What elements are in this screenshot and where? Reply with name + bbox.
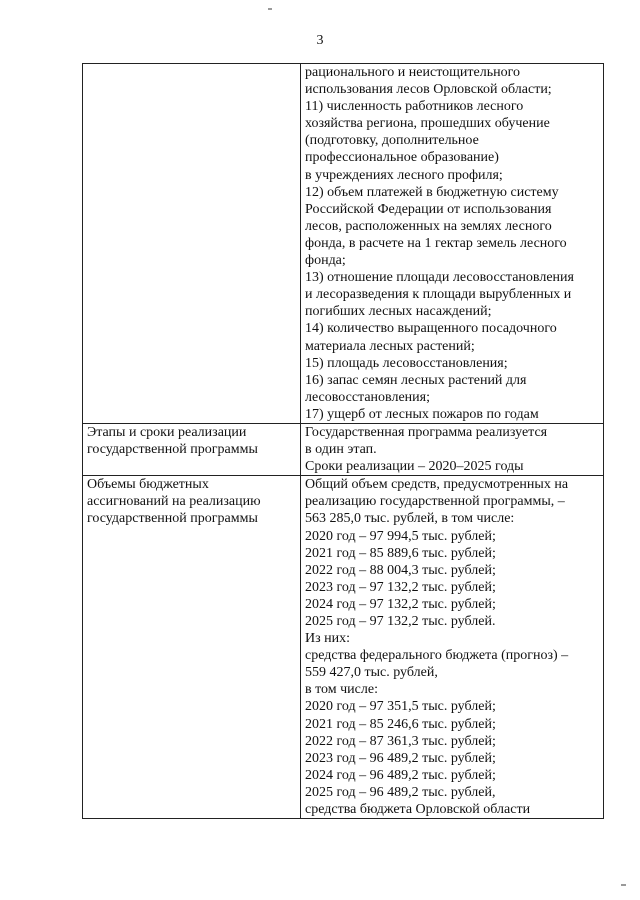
text-line: Российской Федерации от использования — [305, 201, 552, 217]
text-line: 2023 год – 96 489,2 тыс. рублей; — [305, 750, 496, 766]
row-label-cell — [83, 64, 301, 424]
row-label-lines — [87, 424, 297, 458]
text-line: 15) площадь лесовосстановления; — [305, 355, 508, 371]
row-label-cell — [83, 423, 301, 475]
text-line: реализацию государственной программы, – — [305, 494, 565, 510]
text-line: в том числе: — [305, 682, 378, 698]
text-line: ассигнований на реализацию — [87, 494, 261, 510]
text-line: и лесоразведения к площади вырубленных и — [305, 287, 572, 303]
text-line: Объемы бюджетных — [87, 477, 209, 493]
text-line: Сроки реализации – 2020–2025 годы — [305, 459, 524, 475]
text-line: хозяйства региона, прошедших обучение — [305, 116, 550, 132]
text-line: средства федерального бюджета (прогноз) – — [305, 648, 569, 664]
text-line: профессиональное образование) — [305, 150, 499, 166]
row-content-lines — [305, 476, 600, 818]
text-line: фонда, в расчете на 1 гектар земель лесного — [305, 235, 567, 251]
text-line: в один этап. — [305, 442, 377, 458]
text-line: 16) запас семян лесных растений для — [305, 372, 527, 388]
row-content-cell — [301, 423, 604, 475]
text-line: 2021 год – 85 246,6 тыс. рублей; — [305, 716, 496, 732]
text-line: средства бюджета Орловской области — [305, 802, 531, 818]
text-line: Этапы и сроки реализации — [87, 424, 247, 440]
text-line: погибших лесных насаждений; — [305, 304, 492, 320]
text-line: 2025 год – 96 489,2 тыс. рублей, — [305, 784, 496, 800]
text-line: фонда; — [305, 253, 346, 269]
scan-mark-bottom — [621, 884, 626, 886]
text-line: 13) отношение площади лесовосстановления — [305, 270, 574, 286]
text-line: 12) объем платежей в бюджетную систему — [305, 184, 559, 200]
row-content-cell — [301, 476, 604, 819]
scan-mark-top — [268, 8, 272, 10]
text-line: рационального и неистощительного — [305, 65, 520, 80]
text-line: 2025 год – 97 132,2 тыс. рублей. — [305, 614, 496, 629]
text-line: Государственная программа реализуется — [305, 424, 548, 440]
text-line: 17) ущерб от лесных пожаров по годам — [305, 406, 539, 422]
text-line: государственной программы — [87, 511, 258, 527]
text-line: 2020 год – 97 994,5 тыс. рублей; — [305, 528, 496, 544]
text-line: 14) количество выращенного посадочного — [305, 321, 557, 337]
text-line: (подготовку, дополнительное — [305, 133, 479, 149]
text-line: 563 285,0 тыс. рублей, в том числе: — [305, 511, 515, 527]
program-passport-table — [82, 63, 604, 819]
text-line: материала лесных растений; — [305, 338, 475, 354]
row-content-cell — [301, 64, 604, 424]
text-line: в учреждениях лесного профиля; — [305, 167, 503, 183]
page-number: 3 — [316, 33, 324, 48]
text-line: 11) численность работников лесного — [305, 99, 524, 115]
table-row-target-indicators — [83, 64, 604, 424]
text-line: 2020 год – 97 351,5 тыс. рублей; — [305, 699, 496, 715]
text-line: лесовосстановления; — [305, 389, 430, 405]
text-line: 2021 год – 85 889,6 тыс. рублей; — [305, 545, 496, 561]
table-row-budget-allocations — [83, 476, 604, 819]
text-line: государственной программы — [87, 442, 258, 458]
text-line: 2022 год – 87 361,3 тыс. рублей; — [305, 733, 496, 749]
row-label-lines — [87, 476, 297, 527]
text-line: 2023 год – 97 132,2 тыс. рублей; — [305, 579, 496, 595]
text-line: лесов, расположенных на землях лесного — [305, 218, 552, 234]
text-line: 2024 год – 97 132,2 тыс. рублей; — [305, 596, 496, 612]
text-line: Общий объем средств, предусмотренных на — [305, 477, 569, 493]
row-content-lines — [305, 64, 600, 423]
row-label-cell — [83, 476, 301, 819]
row-content-lines — [305, 424, 600, 475]
text-line: 2022 год – 88 004,3 тыс. рублей; — [305, 562, 496, 578]
text-line: 2024 год – 96 489,2 тыс. рублей; — [305, 767, 496, 783]
text-line: Из них: — [305, 631, 351, 647]
table-row-stages-and-terms — [83, 423, 604, 475]
text-line: использования лесов Орловской области; — [305, 82, 552, 98]
text-line: 559 427,0 тыс. рублей, — [305, 665, 438, 681]
